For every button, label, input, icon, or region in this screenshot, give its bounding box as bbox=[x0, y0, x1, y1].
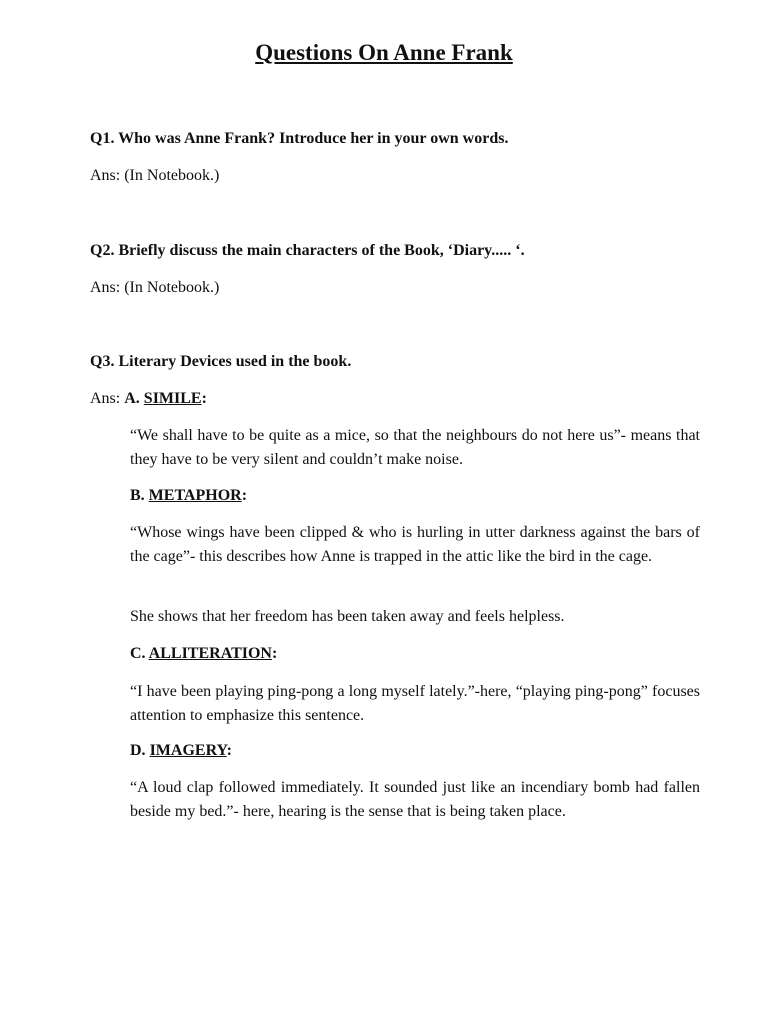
question-1: Q1. Who was Anne Frank? Introduce her in your own words. bbox=[90, 130, 509, 147]
answer-2: Ans: (In Notebook.) bbox=[90, 279, 220, 296]
question-3: Q3. Literary Devices used in the book. bbox=[90, 353, 352, 370]
device-letter: A. bbox=[124, 390, 144, 407]
page-title: Questions On Anne Frank bbox=[255, 40, 513, 65]
imagery-text: “A loud clap followed immediately. It sounded just like an incendiary bomb had fallen beside my bed.”- here, hearing is the sense that is being taken place. bbox=[130, 779, 700, 820]
device-heading-imagery bbox=[130, 742, 232, 760]
device-name: ALLITERATION bbox=[148, 645, 272, 662]
answer-prefix: Ans: bbox=[90, 390, 125, 407]
device-colon: : bbox=[241, 487, 248, 504]
metaphor-text-2: She shows that her freedom has been taken away and feels helpless. bbox=[130, 608, 565, 625]
question-2: Q2. Briefly discuss the main characters of the Book, ‘Diary..... ‘. bbox=[90, 242, 525, 259]
device-letter: B. bbox=[130, 487, 149, 504]
device-letter: C. bbox=[130, 645, 149, 662]
device-colon: : bbox=[201, 390, 207, 407]
device-name: METAPHOR bbox=[148, 487, 242, 504]
device-letter: D. bbox=[130, 742, 150, 759]
device-colon: : bbox=[271, 645, 278, 662]
device-name: SIMILE bbox=[143, 390, 202, 407]
alliteration-text: “I have been playing ping-pong a long myself lately.”-here, “playing ping-pong” focuses attention to emphasize this sentence. bbox=[130, 683, 700, 724]
device-name: IMAGERY bbox=[149, 742, 227, 759]
device-colon: : bbox=[226, 742, 232, 759]
device-heading-metaphor bbox=[130, 487, 247, 505]
answer-1: Ans: (In Notebook.) bbox=[90, 167, 220, 184]
metaphor-text: “Whose wings have been clipped & who is hurling in utter darkness against the bars of the cage”- this describes how Anne is trapped in the attic like the bird in the cage. bbox=[130, 524, 700, 565]
device-heading-alliteration bbox=[130, 645, 277, 663]
simile-text: “We shall have to be quite as a mice, so that the neighbours do not here us”- means that they have to be very silent and couldn’t make noise. bbox=[130, 427, 700, 468]
device-heading-simile bbox=[90, 390, 207, 408]
